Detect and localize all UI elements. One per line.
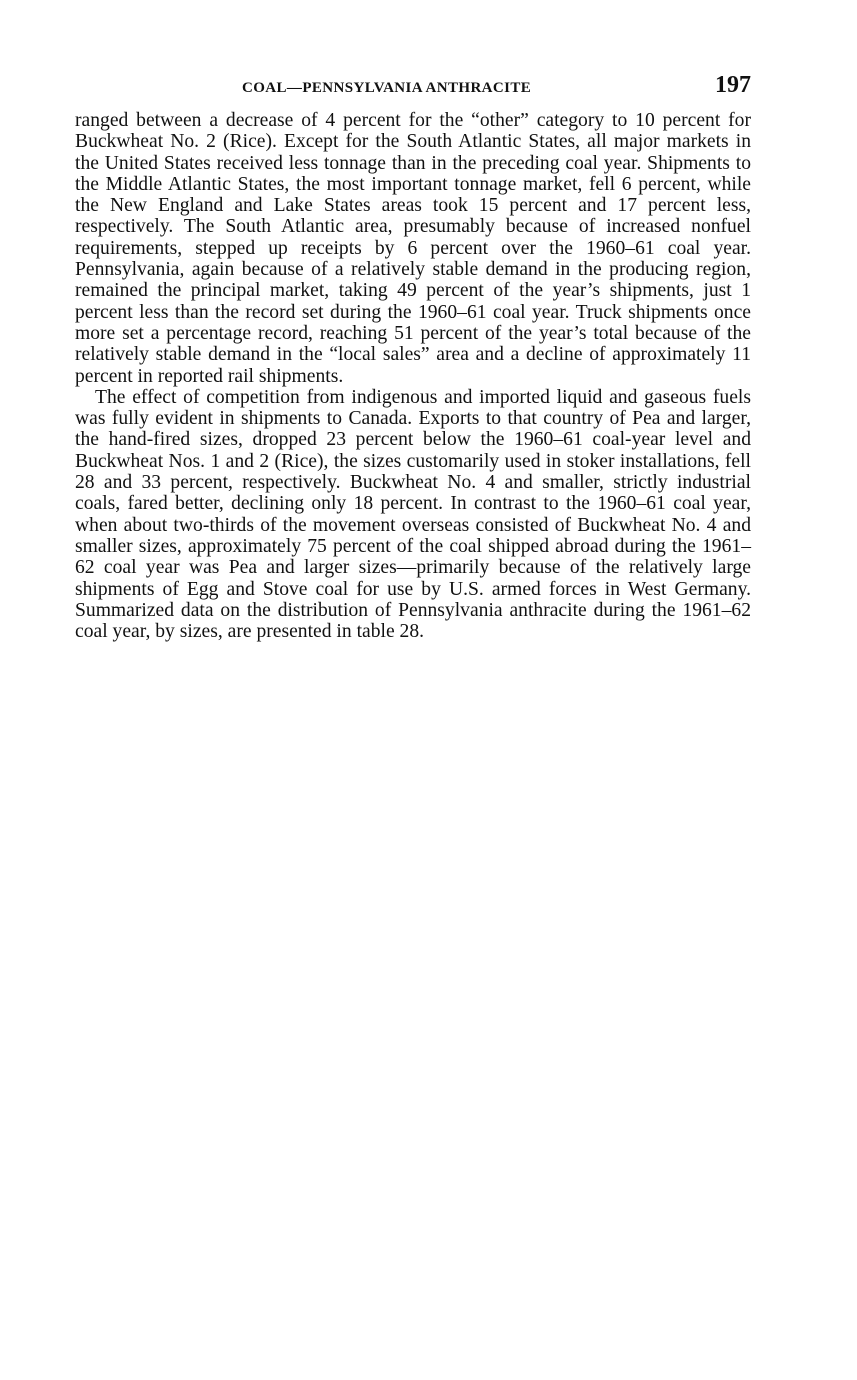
running-title: COAL—PENNSYLVANIA ANTHRACITE bbox=[242, 80, 532, 96]
page-number: 197 bbox=[715, 72, 751, 98]
running-header bbox=[75, 72, 751, 102]
paragraph-continued: ranged between a decrease of 4 percent for the “other” category to 10 percent for Buckwheat No. 2 (Rice). Except for the South Atlantic States, all major markets in the United States received less tonnage than in the preceding coal year. Shipments to the Middle Atlantic States, the most important tonnage market, fell 6 percent, while the New England and Lake States areas took 15 percent and 17 percent less, respectively. The South Atlantic area, presumably because of increased nonfuel requirements, stepped up receipts by 6 percent over the 1960–61 coal year. Pennsylvania, again because of a relatively stable demand in the producing region, remained the principal market, taking 49 percent of the year’s shipments, just 1 percent less than the record set during the 1960–61 coal year. Truck shipments once more set a percentage record, reaching 51 percent of the year’s total because of the relatively stable demand in the “local sales” area and a decline of approximately 11 percent in reported rail shipments. bbox=[75, 110, 751, 387]
paragraph-canada-exports: The effect of competition from indigenous and imported liquid and gaseous fuels was fully evident in shipments to Canada. Exports to that country of Pea and larger, the hand-fired sizes, dropped 23 percent below the 1960–61 coal-year level and Buckwheat Nos. 1 and 2 (Rice), the sizes customarily used in stoker installations, fell 28 and 33 percent, respectively. Buckwheat No. 4 and smaller, strictly industrial coals, fared better, declining only 18 percent. In contrast to the 1960–61 coal year, when about two-thirds of the movement overseas consisted of Buckwheat No. 4 and smaller sizes, approximately 75 percent of the coal shipped abroad during the 1961–62 coal year was Pea and larger sizes—primarily because of the relatively large shipments of Egg and Stove coal for use by U.S. armed forces in West Germany. Summarized data on the distribution of Pennsylvania anthracite during the 1961–62 coal year, by sizes, are presented in table 28. bbox=[75, 386, 751, 643]
document-page bbox=[75, 72, 751, 642]
